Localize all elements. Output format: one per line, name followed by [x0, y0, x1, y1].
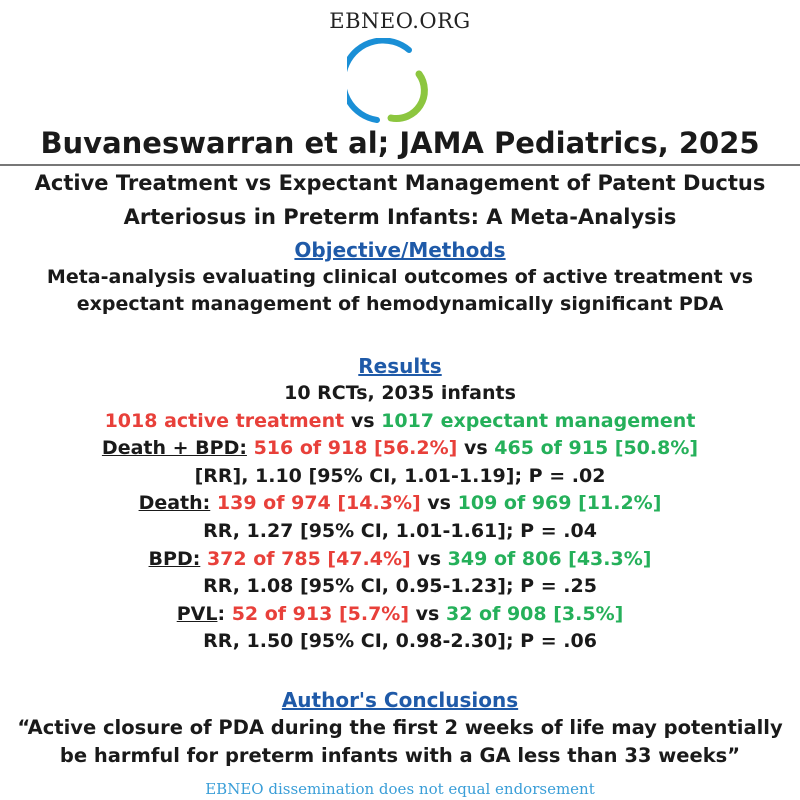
ebneo-logo-icon	[347, 38, 457, 138]
vs-text: vs	[417, 547, 442, 570]
title-line-1: Active Treatment vs Expectant Management of Patent Ductus	[34, 171, 766, 195]
active-group: 1018 active treatment	[104, 409, 345, 432]
outcome-stat: RR, 1.08 [95% CI, 0.95-1.23]; P = .25	[203, 575, 597, 598]
title-line-2: Arteriosus in Preterm Infants: A Meta-Analysis	[123, 205, 677, 229]
outcome-death-bpd	[0, 435, 800, 463]
expectant-value: 109 of 969 [11.2%]	[457, 492, 662, 515]
active-value: 372 of 785 [47.4%]	[206, 547, 411, 570]
results-header[interactable]: Results	[358, 354, 442, 378]
outcome-death	[0, 490, 800, 518]
citation: Buvaneswarran et al; JAMA Pediatrics, 2025	[40, 126, 760, 160]
group-sizes	[0, 408, 800, 436]
results-section	[0, 352, 800, 656]
active-value: 139 of 974 [14.3%]	[216, 492, 421, 515]
outcome-label-colon: :	[217, 602, 226, 625]
outcome-label: Death:	[138, 492, 211, 515]
outcome-label: BPD:	[148, 547, 201, 570]
objective-line-1: Meta-analysis evaluating clinical outcomes of active treatment vs	[46, 266, 754, 288]
objective-line-2: expectant management of hemodynamically significant PDA	[76, 293, 724, 315]
vs-text: vs	[350, 409, 375, 432]
disclaimer: EBNEO dissemination does not equal endorsement	[205, 780, 595, 798]
expectant-group: 1017 expectant management	[381, 409, 696, 432]
conclusion-line-2: be harmful for preterm infants with a GA less than 33 weeks”	[59, 744, 741, 767]
expectant-value: 349 of 806 [43.3%]	[447, 547, 652, 570]
outcome-pvl	[0, 601, 800, 629]
active-value: 52 of 913 [5.7%]	[231, 602, 410, 625]
outcome-stat: [RR], 1.10 [95% CI, 1.01-1.19]; P = .02	[194, 464, 606, 487]
objective-section	[0, 236, 800, 318]
outcome-stat: RR, 1.27 [95% CI, 1.01-1.61]; P = .04	[203, 519, 597, 542]
outcome-label: PVL	[176, 602, 218, 625]
outcome-label: Death + BPD:	[101, 437, 247, 460]
objective-header[interactable]: Objective/Methods	[294, 238, 506, 262]
outcome-bpd	[0, 546, 800, 574]
article-title	[0, 166, 800, 234]
site-name: EBNEO.ORG	[329, 9, 471, 33]
conclusions-section	[0, 686, 800, 770]
conclusions-header[interactable]: Author's Conclusions	[281, 688, 519, 712]
vs-text: vs	[463, 437, 488, 460]
results-summary: 10 RCTs, 2035 infants	[284, 382, 516, 404]
vs-text: vs	[415, 602, 440, 625]
outcome-stat: RR, 1.50 [95% CI, 0.98-2.30]; P = .06	[203, 630, 597, 653]
active-value: 516 of 918 [56.2%]	[253, 437, 458, 460]
expectant-value: 465 of 915 [50.8%]	[494, 437, 699, 460]
expectant-value: 32 of 908 [3.5%]	[445, 602, 624, 625]
vs-text: vs	[427, 492, 451, 515]
conclusion-line-1: “Active closure of PDA during the first 2 weeks of life may potentially	[17, 716, 783, 739]
